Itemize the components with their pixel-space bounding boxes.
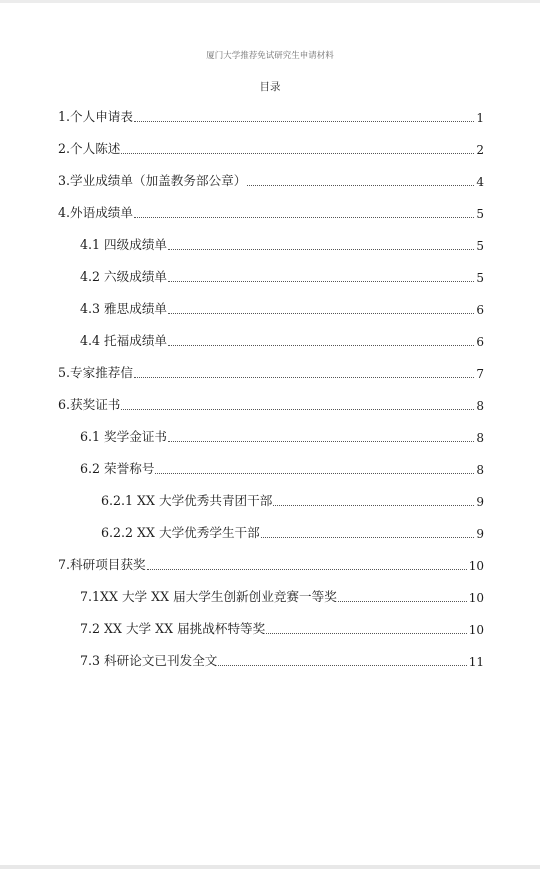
toc-page-number: 6 (476, 335, 484, 349)
toc-entry-league-cadre[interactable] (58, 482, 484, 514)
toc-page-number: 8 (476, 399, 484, 413)
dot-leader (266, 632, 466, 634)
dot-leader (168, 280, 474, 282)
toc-entry-personal-application[interactable] (58, 98, 484, 130)
dot-leader (134, 120, 474, 122)
dot-leader (121, 152, 474, 154)
toc-page-number: 5 (476, 207, 484, 221)
dot-leader (168, 312, 474, 314)
toc-entry-label: 6.获奖证书 (58, 397, 121, 413)
toc-page-number: 8 (476, 463, 484, 477)
toc-entry-label: 7.科研项目获奖 (58, 557, 146, 573)
toc-page-number: 6 (476, 303, 484, 317)
toc-entry-label: 3.学业成绩单（加盖教务部公章） (58, 173, 247, 189)
toc-entry-label: 4.外语成绩单 (58, 205, 133, 221)
toc-page-number: 10 (468, 559, 484, 573)
dot-leader (168, 248, 474, 250)
toc-entry-label: 7.3 科研论文已刊发全文 (80, 653, 218, 669)
toc-entry-student-cadre[interactable] (58, 514, 484, 546)
toc-entry-label: 4.4 托福成绩单 (80, 333, 168, 349)
toc-title: 目录 (259, 81, 281, 93)
toc-entry-label: 7.1XX 大学 XX 届大学生创新创业竞赛一等奖 (80, 589, 337, 605)
toc-entry-label: 6.2.2 XX 大学优秀学生干部 (101, 525, 260, 541)
toc-entry-ielts[interactable] (58, 290, 484, 322)
toc-entry-label: 6.1 奖学金证书 (80, 429, 168, 445)
dot-leader (134, 216, 474, 218)
toc-entry-award-certificates[interactable] (58, 386, 484, 418)
toc-entry-scholarship[interactable] (58, 418, 484, 450)
toc-entry-label: 6.2.1 XX 大学优秀共青团干部 (101, 493, 273, 509)
toc-entry-label: 5.专家推荐信 (58, 365, 133, 381)
toc-page-number: 5 (476, 271, 484, 285)
toc-entry-cet4[interactable] (58, 226, 484, 258)
toc-entry-research-awards[interactable] (58, 546, 484, 578)
dot-leader (134, 376, 474, 378)
dot-leader (273, 504, 474, 506)
toc-entry-language-scores[interactable] (58, 194, 484, 226)
toc-entry-label: 7.2 XX 大学 XX 届挑战杯特等奖 (80, 621, 266, 637)
toc-page-number: 1 (476, 111, 484, 125)
toc-entry-label: 2.个人陈述 (58, 141, 121, 157)
dot-leader (218, 664, 466, 666)
toc-page-number: 10 (468, 623, 484, 637)
toc-entry-toefl[interactable] (58, 322, 484, 354)
table-of-contents (58, 98, 484, 674)
toc-entry-label: 4.3 雅思成绩单 (80, 301, 168, 317)
toc-entry-label: 4.1 四级成绩单 (80, 237, 168, 253)
page-header: 厦门大学推荐免试研究生申请材料 (206, 51, 334, 61)
toc-page-number: 8 (476, 431, 484, 445)
dot-leader (147, 568, 467, 570)
toc-entry-label: 4.2 六级成绩单 (80, 269, 168, 285)
dot-leader (168, 344, 474, 346)
toc-entry-cet6[interactable] (58, 258, 484, 290)
toc-entry-label: 1.个人申请表 (58, 109, 133, 125)
toc-entry-innovation-competition[interactable] (58, 578, 484, 610)
toc-page-number: 9 (476, 495, 484, 509)
dot-leader (338, 600, 467, 602)
dot-leader (121, 408, 474, 410)
top-edge-divider (0, 0, 540, 3)
toc-page-number: 5 (476, 239, 484, 253)
dot-leader (155, 472, 474, 474)
toc-page-number: 4 (476, 175, 484, 189)
toc-page-number: 11 (468, 655, 484, 669)
toc-page-number: 10 (468, 591, 484, 605)
dot-leader (168, 440, 474, 442)
dot-leader (247, 184, 474, 186)
toc-page-number: 2 (476, 143, 484, 157)
toc-entry-challenge-cup[interactable] (58, 610, 484, 642)
dot-leader (261, 536, 475, 538)
bottom-edge-divider (0, 865, 540, 869)
toc-entry-personal-statement[interactable] (58, 130, 484, 162)
toc-entry-honorary-titles[interactable] (58, 450, 484, 482)
toc-page-number: 9 (476, 527, 484, 541)
toc-entry-recommendation-letter[interactable] (58, 354, 484, 386)
toc-entry-transcript[interactable] (58, 162, 484, 194)
toc-entry-label: 6.2 荣誉称号 (80, 461, 155, 477)
toc-entry-published-papers[interactable] (58, 642, 484, 674)
toc-page-number: 7 (476, 367, 484, 381)
